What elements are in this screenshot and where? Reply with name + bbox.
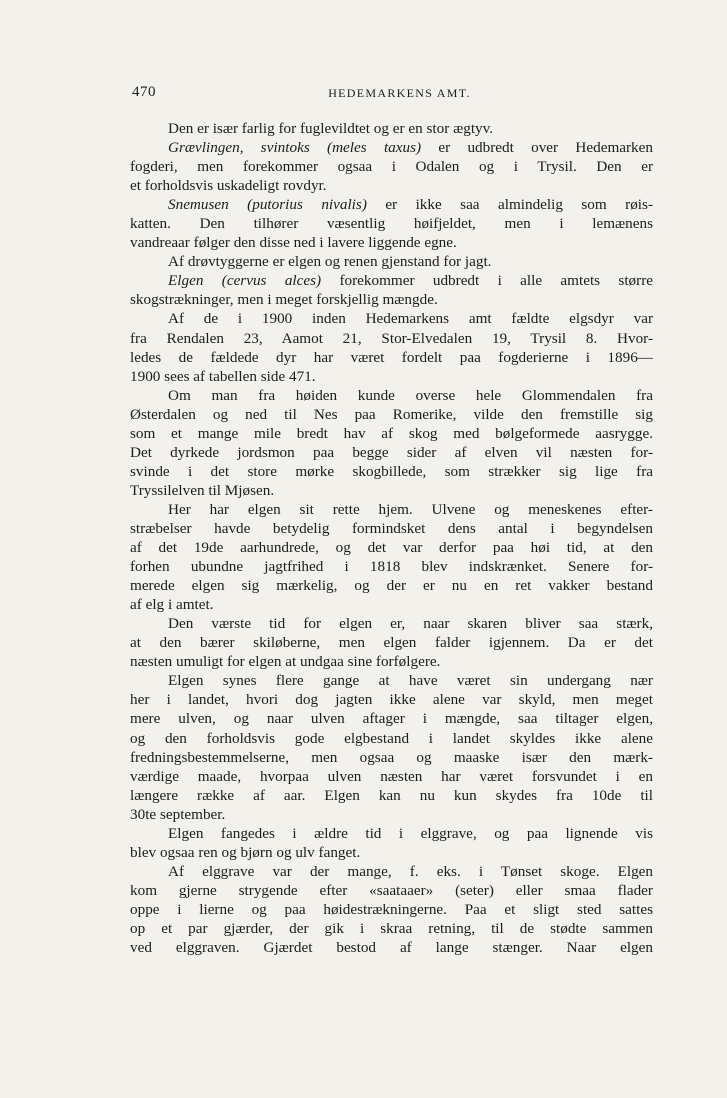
italic-term: Grævlingen, svintoks (meles taxus) — [168, 139, 422, 157]
text-line — [130, 862, 653, 881]
line-text: Her har elgen sit rette hjem. Ulvene og meneskenes efter- — [168, 500, 653, 518]
line-text: stræbelser havde betydelig formindsket dens antal i begyndelsen — [130, 519, 653, 537]
body-text — [130, 119, 653, 957]
line-text: Elgen synes flere gange at have været sin undergang nær — [168, 672, 653, 690]
text-line — [130, 405, 653, 424]
text-line — [130, 290, 653, 309]
text-line — [130, 195, 653, 214]
line-text: ledes de fældede dyr har været fordelt paa fogderierne i 1896— — [130, 348, 653, 366]
italic-term: Elgen (cervus alces) — [168, 272, 322, 290]
text-line — [130, 367, 653, 386]
text-line — [130, 576, 653, 595]
text-line — [130, 900, 653, 919]
text-line — [130, 595, 653, 614]
line-text: mere ulven, og naar ulven aftager i mængde, saa tiltager elgen, — [130, 710, 653, 728]
line-text: og den forholdsvis gode elgbestand i landet skyldes ikke alene — [130, 729, 653, 747]
text-line — [130, 329, 653, 348]
line-text: svinde i det store mørke skogbillede, som strækker sig lige fra — [130, 462, 653, 480]
text-line — [130, 309, 653, 328]
line-text: katten. Den tilhører væsentlig høifjeldet, men i lemænens — [130, 215, 653, 233]
line-text: Den værste tid for elgen er, naar skaren bliver saa stærk, — [168, 615, 653, 633]
page-number: 470 — [132, 84, 156, 100]
line-text: kom gjerne strygende efter «saataaer» (seter) eller smaa flader — [130, 881, 653, 899]
line-text: er udbredt over Hedemarken — [421, 139, 653, 157]
line-text: fra Rendalen 23, Aamot 21, Stor-Elvedalen 19, Trysil 8. Hvor- — [130, 329, 653, 347]
line-text: Om man fra høiden kunde overse hele Glommendalen fra — [168, 386, 653, 404]
text-line — [130, 176, 653, 195]
text-line — [130, 881, 653, 900]
running-title: HEDEMARKENS AMT. — [328, 86, 471, 100]
line-text: ved elggraven. Gjærdet bestod af lange stænger. Naar elgen — [130, 939, 653, 957]
text-line — [130, 786, 653, 805]
text-line — [130, 519, 653, 538]
text-line — [130, 614, 653, 633]
text-line — [130, 252, 653, 271]
text-line — [130, 843, 653, 862]
text-line — [130, 557, 653, 576]
line-text: som et mange mile bredt hav af skog med bølgeformede aasrygge. — [130, 424, 653, 442]
line-text: Elgen fangedes i ældre tid i elggrave, og paa lignende vis — [168, 824, 653, 842]
line-text: op et par gjærder, der gik i skraa retning, til de stødte sammen — [130, 919, 653, 937]
line-text: Tryssilelven til Mjøsen. — [130, 481, 275, 499]
line-text: er ikke saa almindelig som røis- — [366, 196, 653, 214]
text-line — [130, 919, 653, 938]
italic-term: Snemusen (putorius nivalis) — [168, 196, 367, 214]
line-text: vandreaar følger den disse ned i lavere liggende egne. — [130, 234, 457, 252]
line-text: 30te september. — [130, 805, 226, 823]
text-line — [130, 443, 653, 462]
line-text: skogstrækninger, men i meget forskjellig mængde. — [130, 291, 438, 309]
text-line — [130, 767, 653, 786]
text-line — [130, 652, 653, 671]
page-header — [132, 84, 657, 106]
text-line — [130, 538, 653, 557]
line-text: fredningsbestemmelserne, men ogsaa og maaske især den mærk- — [130, 748, 653, 766]
text-line — [130, 709, 653, 728]
line-text: at den bærer skiløberne, men elgen falder igjennem. Da er det — [130, 634, 653, 652]
line-text: her i landet, hvori dog jagten ikke alene var skyld, men meget — [130, 691, 653, 709]
line-text: merede elgen sig mærkelig, og der er nu en ret vakker bestand — [130, 577, 653, 595]
line-text: Af de i 1900 inden Hedemarkens amt fældte elgsdyr var — [168, 310, 653, 328]
text-line — [130, 671, 653, 690]
line-text: forhen ubundne jagtfrihed i 1818 blev indskrænket. Senere for- — [130, 558, 653, 576]
text-line — [130, 119, 653, 138]
text-line — [130, 748, 653, 767]
text-line — [130, 214, 653, 233]
text-line — [130, 633, 653, 652]
line-text: af det 19de aarhundrede, og det var derfor paa høi tid, at den — [130, 539, 653, 557]
text-line — [130, 157, 653, 176]
text-line — [130, 348, 653, 367]
line-text: et forholdsvis uskadeligt rovdyr. — [130, 177, 327, 195]
line-text: blev ogsaa ren og bjørn og ulv fanget. — [130, 843, 361, 861]
text-line — [130, 938, 653, 957]
text-line — [130, 462, 653, 481]
line-text: Østerdalen og ned til Nes paa Romerike, vilde den fremstille sig — [130, 405, 653, 423]
text-line — [130, 481, 653, 500]
line-text: oppe i lierne og paa høidestrækningerne. Paa et sligt sted sattes — [130, 900, 653, 918]
line-text: længere række af aar. Elgen kan nu kun skydes fra 10de til — [130, 786, 653, 804]
text-line — [130, 805, 653, 824]
text-line — [130, 729, 653, 748]
line-text: Det dyrkede jordsmon paa begge sider af elven vil næsten for- — [130, 443, 653, 461]
line-text: af elg i amtet. — [130, 596, 214, 614]
text-line — [130, 386, 653, 405]
line-text: værdige maade, hvorpaa ulven næsten har været forsvundet i en — [130, 767, 653, 785]
line-text: forekommer udbredt i alle amtets større — [321, 272, 654, 290]
line-text: Af elggrave var der mange, f. eks. i Tønset skoge. Elgen — [168, 862, 653, 880]
text-line — [130, 690, 653, 709]
text-line — [130, 824, 653, 843]
line-text: næsten umuligt for elgen at undgaa sine forfølgere. — [130, 653, 441, 671]
text-line — [130, 233, 653, 252]
text-line — [130, 271, 653, 290]
line-text: 1900 sees af tabellen side 471. — [130, 367, 316, 385]
line-text: Af drøvtyggerne er elgen og renen gjenstand for jagt. — [168, 253, 492, 271]
text-line — [130, 138, 653, 157]
line-text: Den er især farlig for fuglevildtet og er en stor ægtyv. — [168, 120, 494, 137]
text-line — [130, 424, 653, 443]
text-line — [130, 500, 653, 519]
line-text: fogderi, men forekommer ogsaa i Odalen og i Trysil. Den er — [130, 158, 653, 176]
